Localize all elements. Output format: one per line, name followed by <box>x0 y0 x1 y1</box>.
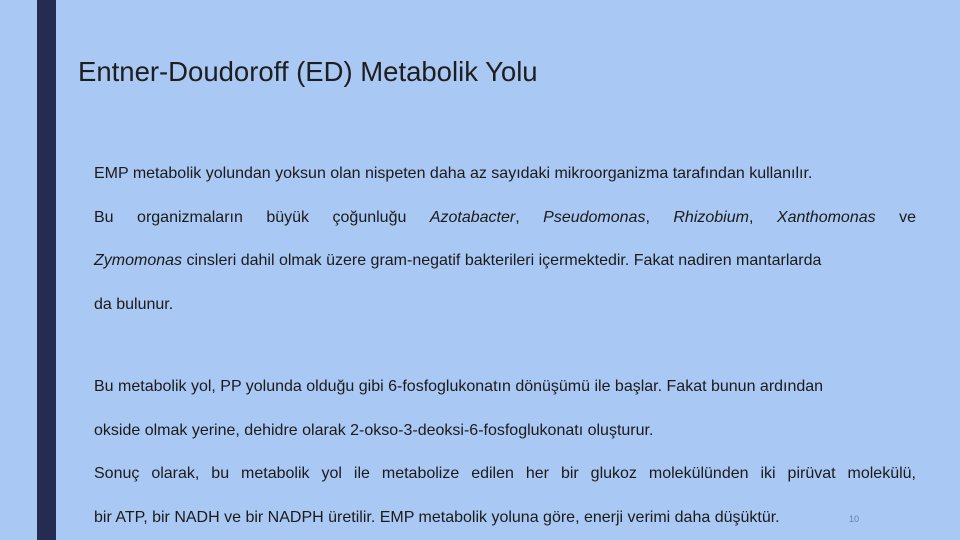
text-line: Bu metabolik yol, PP yolunda olduğu gibi 6-fosfoglukonatın dönüşümü ile başlar. Fakat bunun ardından <box>94 378 824 395</box>
text-span: , <box>515 208 544 226</box>
text-span: , <box>645 208 674 226</box>
text-line: bir ATP, bir NADH ve bir NADPH üretilir. EMP metabolik yoluna göre, enerji verimi daha düşüktür. <box>94 508 780 526</box>
genus-name: Zymomonas <box>94 252 183 269</box>
paragraph-pathway-description <box>94 365 916 539</box>
text-line: okside olmak yerine, dehidre olarak 2-okso-3-deoksi-6-fosfoglukonatı oluşturur. <box>94 421 654 439</box>
text-span: ve <box>875 208 916 226</box>
genus-name: Azotabacter <box>429 208 516 226</box>
text-span: cinsleri dahil olmak üzere gram-negatif bakterileri içermektedir. Fakat nadiren mantarlarda <box>182 252 822 269</box>
accent-bar <box>37 0 56 540</box>
genus-name: Xanthomonas <box>776 208 876 226</box>
slide-title: Entner-Doudoroff (ED) Metabolik Yolu <box>78 56 538 87</box>
paragraph-host-organisms <box>94 152 916 326</box>
genus-name: Pseudomonas <box>543 208 646 226</box>
text-line <box>94 196 916 240</box>
text-line <box>94 239 916 283</box>
text-line: da bulunur. <box>94 295 174 313</box>
text-line: EMP metabolik yolundan yoksun olan nispeten daha az sayıdaki mikroorganizma tarafından kullanılır. <box>94 165 813 182</box>
text-line: Sonuç olarak, bu metabolik yol ile metabolize edilen her bir glukoz molekülünden iki pirüvat molekülü, <box>94 465 916 482</box>
text-span: Bu organizmaların büyük çoğunluğu <box>94 208 430 226</box>
genus-name: Rhizobium <box>673 208 749 226</box>
slide-number: 10 <box>849 514 860 524</box>
text-span: , <box>748 208 777 226</box>
